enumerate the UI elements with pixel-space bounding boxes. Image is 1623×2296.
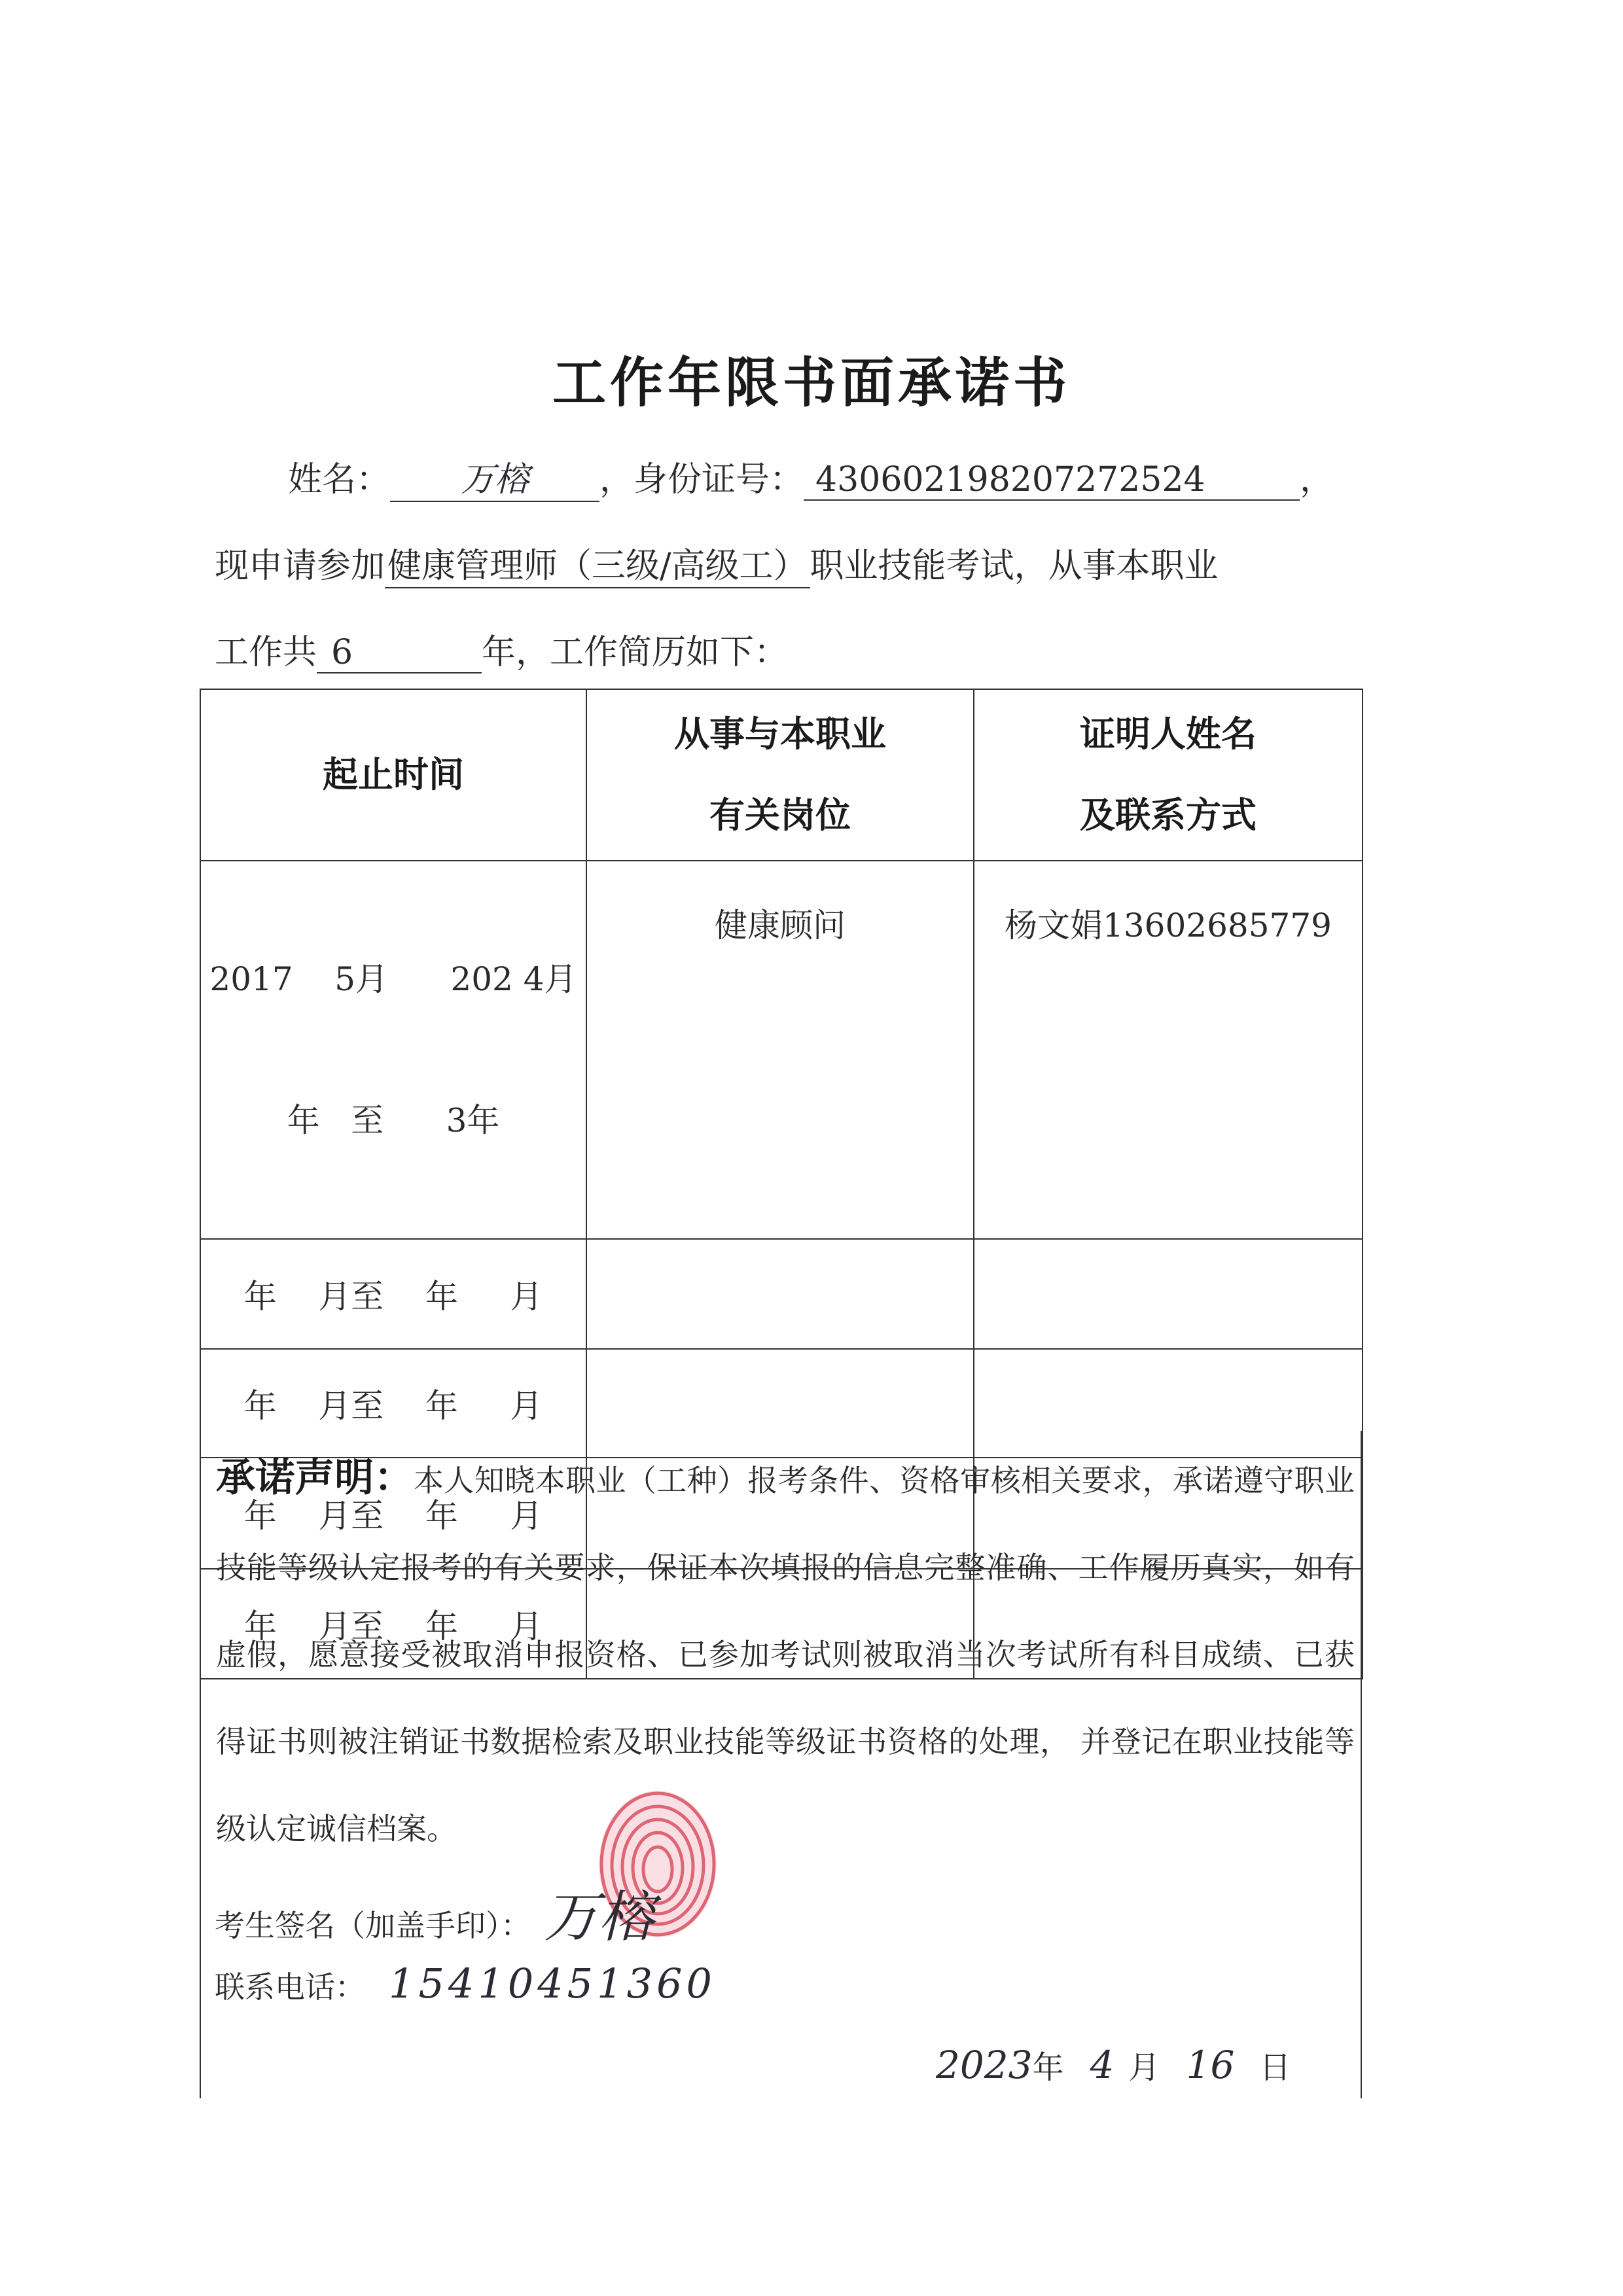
- date-year-unit: 年: [1032, 2049, 1064, 2086]
- years-field[interactable]: 6: [317, 633, 482, 673]
- exam-name-field[interactable]: 健康管理师（三级/高级工）: [385, 538, 810, 588]
- phone-line: [215, 1960, 716, 2007]
- id-label: ，身份证号：: [599, 460, 804, 499]
- pledge-body: 本人知晓本职业（工种）报考条件、资格审核相关要求，承诺遵守职业技能等级认定报考的有关要求，保证本次填报的信息完整准确、工作履历真实，如有虚假，愿意接受被取消申报资格、已参加考试则被取消当次考试所有科目成绩、已获得证书则被注销证书数据检索及职业技能等级证书资格的处理， 并登记在职业技能等级认定诚信档案。: [216, 1463, 1355, 1846]
- name-field[interactable]: 万榕: [390, 452, 599, 502]
- period-cell[interactable]: [200, 861, 586, 1239]
- position-cell[interactable]: [586, 1239, 974, 1349]
- position-cell[interactable]: 健康顾问: [586, 861, 974, 1239]
- header-position-line2: 有关岗位: [709, 795, 851, 836]
- period-cell[interactable]: 年 月至 年 月: [200, 1458, 586, 1569]
- years-suffix: 年，工作简历如下：: [482, 633, 789, 672]
- date-month[interactable]: 4: [1090, 2043, 1115, 2087]
- id-number-field[interactable]: 430602198207272524: [804, 460, 1300, 501]
- header-position-line1: 从事与本职业: [674, 713, 886, 755]
- signature-line: [215, 1873, 654, 1952]
- name-id-line: [288, 452, 1334, 502]
- header-witness-line1: 证明人姓名: [1080, 713, 1257, 755]
- date-day[interactable]: 16: [1186, 2043, 1235, 2087]
- years-line: [215, 624, 788, 673]
- date-day-unit: 日: [1259, 2049, 1291, 2086]
- period-cell[interactable]: 年 月至 年 月: [200, 1239, 586, 1349]
- exam-line: [215, 538, 1219, 588]
- period-line2: 年 至 3年: [287, 1102, 500, 1139]
- apply-suffix: 职业技能考试，从事本职业: [810, 547, 1219, 586]
- period-cell[interactable]: 年 月至 年 月: [200, 1349, 586, 1458]
- header-witness: [974, 689, 1363, 861]
- period-cell[interactable]: 年 月至 年 月: [200, 1569, 586, 1679]
- header-witness-line2: 及联系方式: [1080, 795, 1257, 836]
- pledge-statement: [216, 1435, 1355, 1873]
- signature-label: 考生签名（加盖手印）：: [215, 1908, 531, 1943]
- date-month-unit: 月: [1128, 2049, 1160, 2086]
- line-comma: ，: [1300, 460, 1334, 499]
- witness-cell[interactable]: 杨文娟13602685779: [974, 861, 1363, 1239]
- phone-value[interactable]: 15410451360: [389, 1960, 716, 2007]
- page-title: 工作年限书面承诺书: [552, 352, 1071, 414]
- witness-cell[interactable]: [974, 1239, 1363, 1349]
- years-prefix: 工作共: [215, 633, 317, 672]
- table-row: [200, 1239, 1363, 1349]
- name-label: 姓名：: [288, 460, 391, 499]
- pledge-heading: 承诺声明：: [216, 1455, 414, 1501]
- header-period: 起止时间: [200, 689, 586, 861]
- signature-value[interactable]: 万榕: [544, 1885, 654, 1949]
- table-row: [200, 861, 1363, 1239]
- phone-label: 联系电话：: [215, 1969, 365, 2005]
- apply-prefix: 现申请参加: [215, 547, 385, 586]
- header-position: [586, 689, 974, 861]
- date-line: [936, 2042, 1291, 2087]
- table-header-row: [200, 689, 1363, 861]
- period-line1: 2017 5月 202 4月: [209, 960, 577, 998]
- date-year[interactable]: 2023: [936, 2043, 1033, 2087]
